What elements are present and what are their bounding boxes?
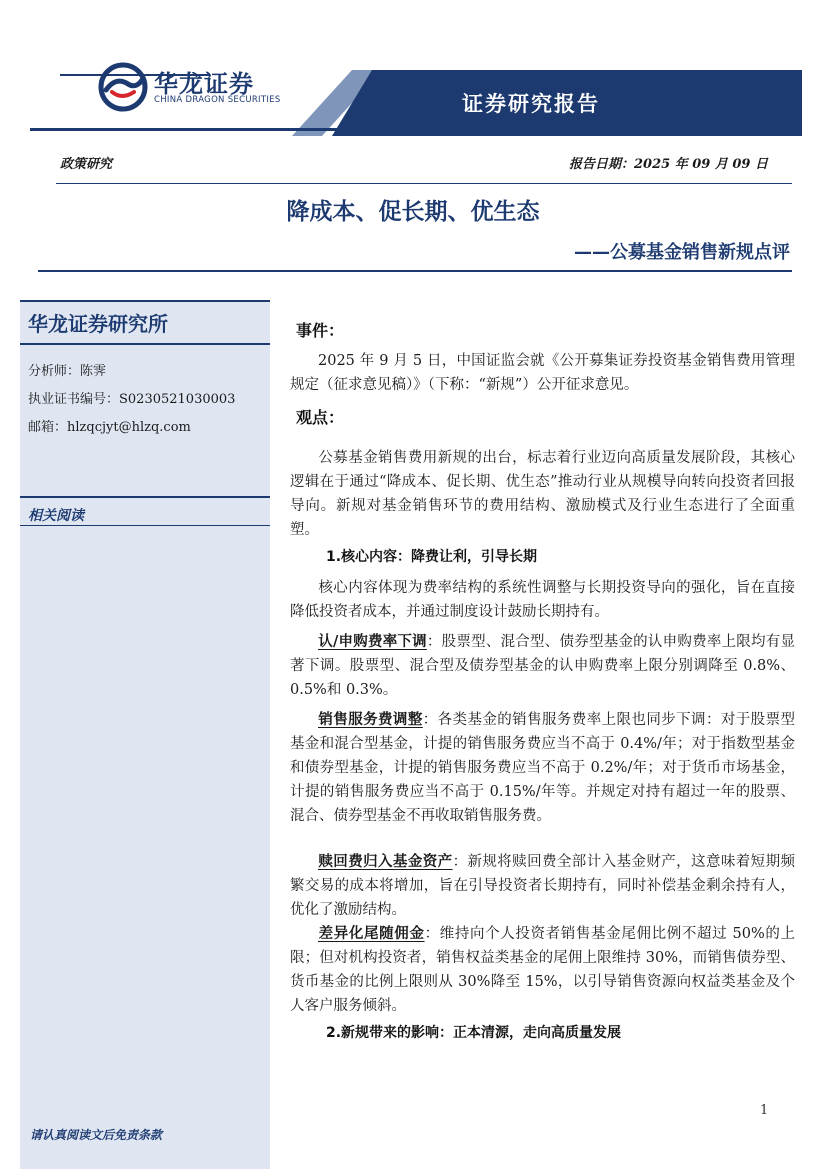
event-heading: 事件： <box>296 321 345 340</box>
related-reading-heading: 相关阅读 <box>28 508 84 524</box>
redemption-fee-keyword: 赎回费归入基金资产 <box>318 853 453 870</box>
disclaimer-note: 请认真阅读文后免责条款 <box>30 1128 163 1142</box>
logo-text-cn: 华龙证券 <box>154 70 254 98</box>
sidebar-divider <box>20 525 270 526</box>
event-text: 2025 年 9 月 5 日，中国证监会就《公开募集证券投资基金销售费用管理规定（征求意见稿）》（下称：“新规”）公开征求意见。 <box>290 353 795 393</box>
page-number: 1 <box>760 1103 769 1118</box>
sidebar-divider <box>20 496 270 498</box>
view-heading: 观点： <box>296 408 345 427</box>
dragon-logo-icon <box>98 62 148 112</box>
subscription-fee-paragraph <box>290 630 795 702</box>
service-fee-keyword: 销售服务费调整 <box>318 711 423 728</box>
page-subtitle: ——公募基金销售新规点评 <box>574 242 790 263</box>
divider <box>56 183 792 184</box>
trailing-commission-paragraph <box>290 922 795 1018</box>
trailing-commission-text: ：维持向个人投资者销售基金尾佣比例不超过 50%的上限；但对机构投资者，销售权益类基金的尾佣上限维持 30%，而销售债券型、货币基金的比例上限则从 30%降至 15%，以引导销售资源向权益类基金及个人客户服务倾斜。 <box>290 926 795 1014</box>
banner-title: 证券研究报告 <box>462 92 600 116</box>
trailing-commission-keyword: 差异化尾随佣金 <box>318 925 425 942</box>
service-fee-paragraph <box>290 708 795 828</box>
header-rule-bottom <box>30 128 400 131</box>
analyst-name: 分析师：陈霁 <box>28 364 107 379</box>
section-1-text: 核心内容体现为费率结构的系统性调整与长期投资导向的强化，旨在直接降低投资者成本，并通过制度设计鼓励长期持有。 <box>290 580 795 620</box>
view-paragraph <box>290 446 795 542</box>
section-2-heading: 2.新规带来的影响：正本清源，走向高质量发展 <box>326 1025 622 1041</box>
page-title: 降成本、促长期、优生态 <box>286 199 540 225</box>
logo-text-en: CHINA DRAGON SECURITIES <box>154 95 281 105</box>
view-text: 公募基金销售费用新规的出台，标志着行业迈向高质量发展阶段，其核心逻辑在于通过“降成本、促长期、优生态”推动行业从规模导向转向投资者回报导向。新规对基金销售环节的费用结构、激励模式及行业生态进行了全面重塑。 <box>290 450 795 538</box>
license-number: 执业证书编号：S0230521030003 <box>28 392 236 407</box>
redemption-fee-paragraph <box>290 850 795 922</box>
subscription-fee-text: ：股票型、混合型、债券型基金的认申购费率上限均有显著下调。股票型、混合型及债券型基金的认申购费率上限分别调降至 0.8%、0.5%和 0.3%。 <box>290 634 796 698</box>
event-paragraph <box>290 349 795 397</box>
service-fee-text: ：各类基金的销售服务费率上限也同步下调：对于股票型基金和混合型基金，计提的销售服务费应当不高于 0.4%/年；对于指数型基金和债券型基金，计提的销售服务费应当不高于 0.2%/年；对于货币市场基金，计提的销售服务费应当不高于 0.15%/年等。并规定对持有超过一年的股票、混合、债券型基金不再收取销售服务费。 <box>290 712 795 824</box>
redemption-fee-text: ：新规将赎回费全部计入基金财产，这意味着短期频繁交易的成本将增加，旨在引导投资者长期持有，同时补偿基金剩余持有人，优化了激励结构。 <box>290 854 795 918</box>
section-1-paragraph <box>290 576 795 624</box>
email-address: 邮箱：hlzqcjyt@hlzq.com <box>28 420 191 435</box>
divider <box>38 270 792 272</box>
report-date: 报告日期：2025 年 09 月 09 日 <box>569 157 768 172</box>
report-category: 政策研究 <box>60 157 113 172</box>
institute-name: 华龙证券研究所 <box>28 312 168 336</box>
section-1-heading: 1.核心内容：降费让利，引导长期 <box>326 549 538 565</box>
subscription-fee-keyword: 认/申购费率下调 <box>318 633 427 650</box>
